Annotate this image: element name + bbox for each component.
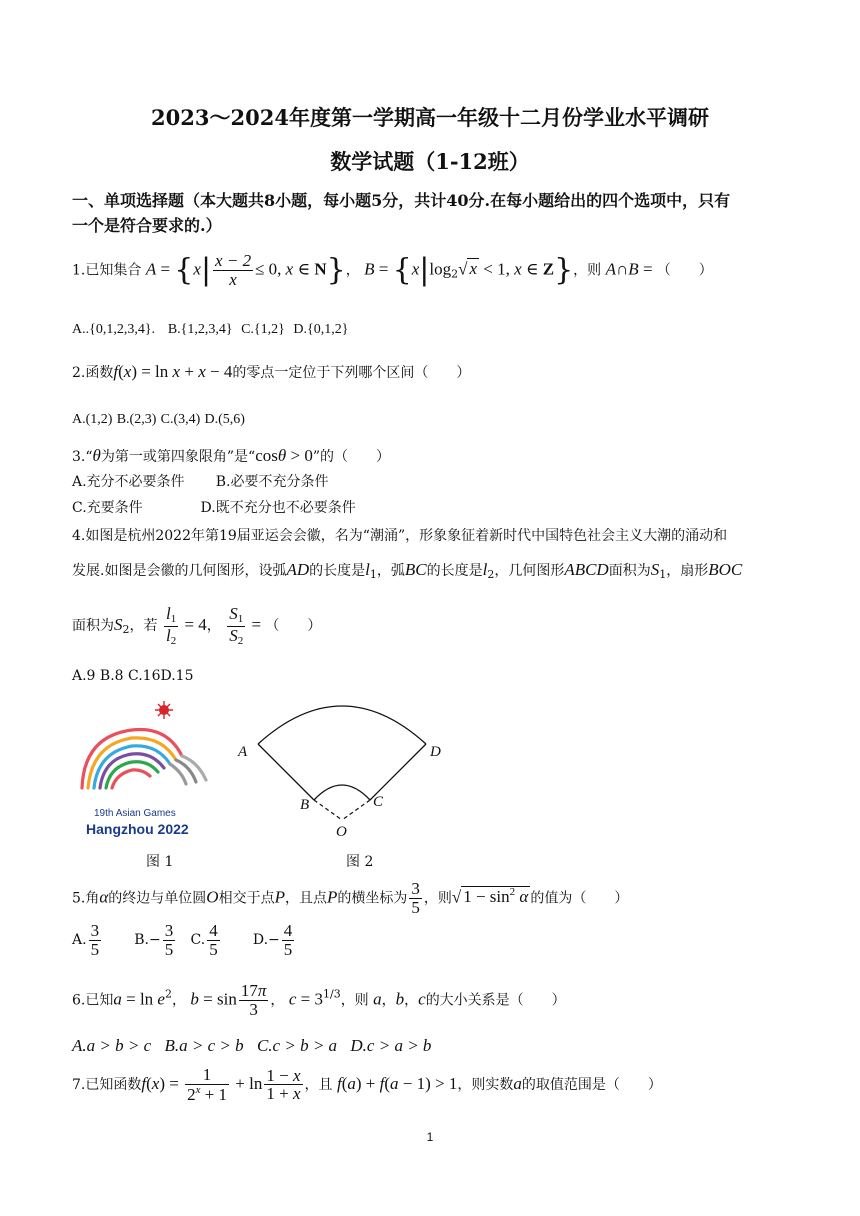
radius-ob — [314, 800, 342, 820]
exam-subtitle: 数学试题（1-12班） — [330, 149, 530, 174]
wave-icon — [82, 730, 206, 788]
question-3-options-row2 — [72, 498, 356, 518]
question-4-options[interactable]: A.9 B.8 C.16D.15 — [72, 668, 194, 684]
arc-bc — [314, 785, 370, 800]
question-6: 6.已知$a = \ln e^2$， b = sin $\frac{17\pi}{3}$ ， $c = 3^{1/3}$，则 a，b，c的大小关系是（ ） — [72, 981, 566, 1019]
segment-ab — [258, 744, 314, 800]
label-c: C — [373, 794, 384, 810]
q5-option-d[interactable]: D.− $\frac{4}{5}$ — [252, 921, 293, 959]
question-4-line3: 面积为$S_2$，若 $\frac{l_1}{l_2}$ = 4， $\frac{S_1}{S_2}$ = （ ） — [72, 604, 322, 647]
q6-option-a[interactable]: A.a > b > c — [72, 1036, 152, 1055]
question-5-options — [72, 922, 296, 959]
q1-option-b[interactable]: B.{1,2,3,4} — [167, 322, 233, 337]
asian-games-logo — [72, 696, 222, 841]
q2-option-b[interactable]: B.(2,3) — [116, 412, 157, 427]
exam-title: 2023～2024年度第一学期高一年级十二月份学业水平调研 — [151, 105, 709, 130]
q2-option-a[interactable]: A.(1,2) — [72, 412, 113, 427]
label-b: B — [300, 797, 310, 813]
logo-caption-line1: 19th Asian Games — [94, 808, 176, 819]
q6-option-c[interactable]: C.c > b > a — [256, 1036, 338, 1055]
section-heading: 一、单项选择题（本大题共8小题，每小题5分，共计40分.在每小题给出的四个选项中，只有 — [72, 191, 731, 210]
question-7: 7.已知函数f(x) = $\frac{1}{2^x + 1}$ + ln $\frac{1 - x}{1 + x}$ ，且 f(a) + f(a − 1) > 1，则实数a的取值范围是（ ） — [72, 1065, 662, 1104]
question-2: 2.函数f(x) = ln x + x − 4的零点一定位于下列哪个区间（ ） — [72, 362, 471, 381]
question-4-line2: 发展.如图是会徽的几何图形，设弧AD的长度是$l_1$，弧BC的长度是$l_2$，几何图形ABCD面积为$S_1$，扇形BOC — [72, 560, 743, 581]
segment-dc — [370, 744, 426, 800]
q3-option-d[interactable]: D.既不充分也不必要条件 — [200, 500, 356, 516]
q3-option-c[interactable]: C.充要条件 — [72, 500, 143, 516]
q1-option-a[interactable]: A..{0,1,2,3,4}. — [72, 322, 156, 337]
radius-oc — [342, 800, 370, 820]
question-1: 1.已知集合 A = {x| $\frac{x - 2}{x}$ ≤ 0, x ∈ N}， $B = \{x|\log_2√$ x < 1, x ∈ Z}，则 A∩B = （ ） — [72, 251, 713, 289]
question-4-line1: 4.如图是杭州2022年第19届亚运会会徽，名为“潮涌”，形象象征着新时代中国特色社会主义大潮的涌动和 — [72, 528, 728, 544]
q6-option-d[interactable]: D.c > a > b — [350, 1036, 432, 1055]
question-1-options — [72, 318, 348, 340]
question-6-options — [72, 1036, 431, 1057]
q5-option-a[interactable]: A. $\frac{3}{5}$ — [72, 921, 100, 959]
q3-option-a[interactable]: A.充分不必要条件 — [72, 474, 185, 490]
label-d: D — [430, 744, 441, 760]
question-3-options-row1 — [72, 472, 328, 492]
q5-option-c[interactable]: C. $\frac{4}{5}$ — [190, 921, 218, 959]
sector-diagram — [230, 696, 450, 846]
question-5: 5.角α的终边与单位圆O相交于点P，且点P的横坐标为 $\frac{3}{5}$ ，则√ $1 - \sin^2 \alpha$ 的值为（ ） — [72, 879, 629, 917]
question-2-options — [72, 408, 245, 430]
q3-option-b[interactable]: B.必要不充分条件 — [215, 474, 329, 490]
logo-caption-line2: Hangzhou 2022 — [86, 821, 189, 837]
page-number: 1 — [426, 1130, 434, 1144]
q2-option-c[interactable]: C.(3,4) — [160, 412, 201, 427]
q5-option-b[interactable]: B.− $\frac{3}{5}$ — [134, 921, 174, 959]
q2-option-d[interactable]: D.(5,6) — [204, 412, 245, 427]
q6-option-b[interactable]: B.a > c > b — [164, 1036, 244, 1055]
arc-ad — [258, 706, 426, 744]
section-heading-cont: 一个是符合要求的.） — [72, 216, 222, 235]
q1-option-d[interactable]: D.{0,1,2} — [293, 322, 349, 337]
figure-2-caption: 图 2 — [346, 854, 374, 870]
q1-option-c[interactable]: C.{1,2} — [241, 322, 285, 337]
label-a: A — [238, 744, 248, 760]
sun-icon — [155, 701, 173, 719]
label-o: O — [336, 824, 347, 840]
figure-1-caption: 图 1 — [146, 854, 174, 870]
question-3: 3.“θ为第一或第四象限角”是“cosθ > 0”的（ ） — [72, 446, 390, 465]
